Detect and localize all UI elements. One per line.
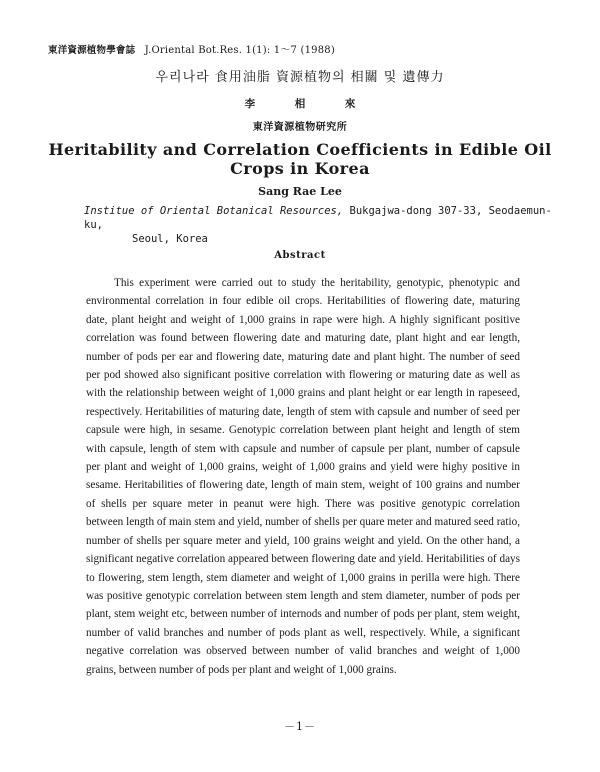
english-title-line2: Crops in Korea: [230, 159, 370, 178]
affiliation-address-line2: Seoul, Korea: [132, 233, 208, 245]
english-author: Sang Rae Lee: [258, 185, 342, 198]
affiliation-address-line1: Bukgajwa-dong 307-33, Seodaemun-ku,: [84, 205, 552, 231]
abstract-heading: Abstract: [274, 250, 326, 261]
korean-institute: 東洋資源植物研究所: [252, 122, 348, 133]
abstract-body: [86, 274, 520, 679]
page-number: －1－: [284, 720, 316, 733]
journal-header: [48, 41, 335, 56]
affiliation-institute: Institue of Oriental Botanical Resources,: [84, 205, 344, 217]
journal-korean-name: 東洋資源植物學會誌: [48, 45, 136, 56]
english-title-line1: Heritability and Correlation Coefficients in Edible Oil: [48, 140, 552, 159]
journal-citation: J.Oriental Bot.Res. 1(1): 1～7 (1988): [144, 45, 335, 56]
korean-author: 李 相 來: [244, 98, 374, 110]
abstract-paragraph: This experiment were carried out to study the heritability, genotypic, phenotypic and environmental correlation in four edible oil crops. Heritabilities of flowering date, maturing date, plant height and weight of 1,000 grains in rape were high. A highly significant positive correlation was found between flowering date and maturing date, plant hight and ear length, number of pods per ear and flowering date, maturing date and plant hight. The number of seed per pod showed also significant positive correlation with flowering or maturing date as well as with the relationship between weight of 1,000 grains and plant height or ear length in rapeseed, respectively. Heritabilities of maturing date, length of stem with capsule and number of seed per capsule were high, in sesame. Genotypic correlation between plant height and length of stem with capsule, length of stem with capsule and number of capsule per plant, number of capsule per plant and weight of 1,000 grains, weight of 1,000 grains and yield were highy positive in sesame. Heritabilities of flowering date, length of main stem, weight of 100 grains and number of shells per square meter in peanut were high. There was positive genotypic correlation between length of main stem and yield, number of shells per quare meter and matured seed ratio, number of shells per square meter and yield, 100 grains weight and yield. On the other hand, a significant negative correlation appeared between flowering date and yield. Heritabilities of days to flowering, stem length, stem diameter and weight of 1,000 grains in perilla were high. There was positive genotypic correlation between stem length and stem diameter, number of pods per plant, stem weight etc, between number of internods and number of pods per plant, stem weight, number of valid branches and number of pods plant as well, respectively. While, a significant negative correlation was observed between number of valid branches and weight of 1,000 grains, between number of pods per plant and weight of 1,000 grains.: [86, 277, 520, 676]
korean-title: 우리나라 食用油脂 資源植物의 相關 및 遺傳力: [155, 70, 445, 85]
english-title: [0, 140, 600, 178]
affiliation: [84, 204, 554, 246]
